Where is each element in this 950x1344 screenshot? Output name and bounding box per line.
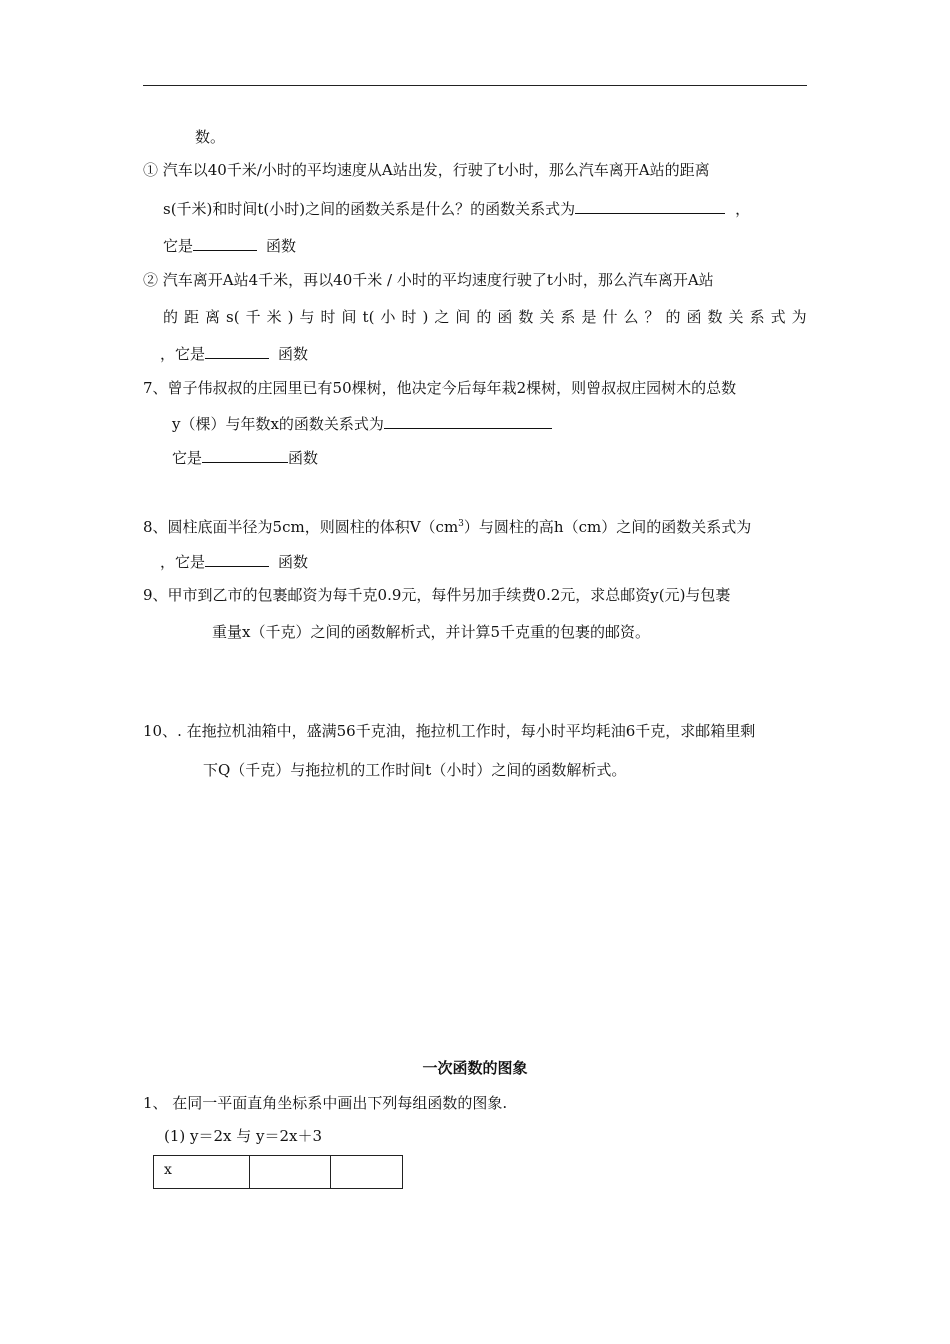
section-title: 一次函数的图象 — [422, 1059, 528, 1077]
text-line: 7、曾子伟叔叔的庄园里已有50棵树，他决定今后每年栽2棵树，则曾叔叔庄园树木的总数 — [143, 379, 737, 397]
text-line: ① 汽车以40千米/小时的平均速度从A站出发，行驶了t小时，那么汽车离开A站的距离 — [143, 161, 710, 179]
text-span: 它是 — [163, 237, 194, 255]
value-table — [153, 1155, 403, 1189]
text-glyph: 什 — [602, 308, 618, 326]
text-span: ，它是 — [160, 345, 206, 363]
text-line-justified — [163, 307, 807, 327]
text-glyph: 千 — [245, 308, 261, 326]
text-span: 它是 — [172, 449, 203, 467]
text-line: 下Q（千克）与拖拉机的工作时间t（小时）之间的函数解析式。 — [203, 761, 627, 779]
text-glyph: 时 — [320, 308, 336, 326]
text-span: ， — [735, 200, 751, 218]
text-glyph: 是 — [581, 308, 597, 326]
text-span: 函数 — [266, 237, 297, 255]
table-cell[interactable] — [331, 1156, 403, 1189]
text-glyph: 系 — [749, 308, 765, 326]
text-line: ② 汽车离开A站4千米，再以40千米 / 小时的平均速度行驶了t小时，那么汽车离开A站 — [143, 271, 714, 289]
text-line — [172, 448, 318, 468]
table-cell: x — [154, 1156, 250, 1189]
text-line — [163, 236, 296, 256]
text-line — [160, 552, 308, 572]
text-line: 重量x（千克）之间的函数解析式，并计算5千克重的包裹的邮资。 — [212, 623, 651, 641]
text-glyph: 离 — [205, 308, 221, 326]
text-span: 函数 — [278, 345, 309, 363]
text-span: ）与圆柱的高h（cm）之间的函数关系式为 — [463, 518, 752, 536]
answer-blank[interactable] — [202, 448, 288, 463]
text-glyph: 数 — [518, 308, 534, 326]
text-glyph: 与 — [299, 308, 315, 326]
text-glyph: 间 — [341, 308, 357, 326]
text-line — [172, 414, 552, 434]
answer-blank[interactable] — [575, 199, 725, 214]
text-line: 9、甲市到乙市的包裹邮资为每千克0.9元，每件另加手续费0.2元，求总邮资y(元)与包裹 — [143, 586, 731, 604]
text-glyph: 米 — [266, 308, 282, 326]
text-line: 10、. 在拖拉机油箱中，盛满56千克油，拖拉机工作时，每小时平均耗油6千克，求邮箱里剩 — [143, 722, 756, 740]
text-span: s(千米)和时间t(小时)之间的函数关系是什么？的函数关系式为 — [163, 200, 576, 218]
answer-blank[interactable] — [205, 344, 269, 359]
text-glyph: 时 — [401, 308, 417, 326]
text-span: 8、圆柱底面半径为5cm，则圆柱的体积V（cm — [143, 518, 459, 536]
text-glyph: t( — [362, 308, 375, 326]
text-glyph: 函 — [686, 308, 702, 326]
text-glyph: 函 — [497, 308, 513, 326]
text-span: ，它是 — [160, 553, 206, 571]
text-glyph: 系 — [560, 308, 576, 326]
text-span: 函数 — [288, 449, 319, 467]
text-line: 数。 — [195, 128, 226, 146]
text-line — [160, 344, 308, 364]
text-glyph: 的 — [163, 308, 179, 326]
text-glyph: 间 — [455, 308, 471, 326]
text-glyph: 的 — [476, 308, 492, 326]
text-glyph: 的 — [665, 308, 681, 326]
text-glyph: 关 — [728, 308, 744, 326]
text-line — [163, 199, 750, 219]
text-span: y（棵）与年数x的函数关系式为 — [172, 415, 384, 433]
question-subitem: (1) y＝2x 与 y＝2x＋3 — [164, 1127, 323, 1145]
text-glyph: ) — [287, 308, 294, 326]
text-glyph: 距 — [184, 308, 200, 326]
table-row — [154, 1156, 403, 1189]
text-glyph: s( — [226, 308, 240, 326]
answer-blank[interactable] — [193, 236, 257, 251]
answer-blank[interactable] — [384, 414, 552, 429]
answer-blank[interactable] — [205, 552, 269, 567]
table-cell[interactable] — [250, 1156, 331, 1189]
header-rule — [143, 85, 807, 86]
superscript: 3 — [458, 519, 464, 529]
text-glyph: 为 — [791, 308, 807, 326]
text-span: 函数 — [278, 553, 309, 571]
text-glyph: 小 — [380, 308, 396, 326]
text-line — [143, 514, 751, 537]
question-text: 1、 在同一平面直角坐标系中画出下列每组函数的图象. — [143, 1094, 508, 1112]
text-glyph: 关 — [539, 308, 555, 326]
text-glyph: 么 — [623, 308, 639, 326]
text-glyph: 之 — [434, 308, 450, 326]
text-glyph: 式 — [770, 308, 786, 326]
text-glyph: ) — [422, 308, 429, 326]
text-glyph: ？ — [644, 308, 660, 326]
text-glyph: 数 — [707, 308, 723, 326]
